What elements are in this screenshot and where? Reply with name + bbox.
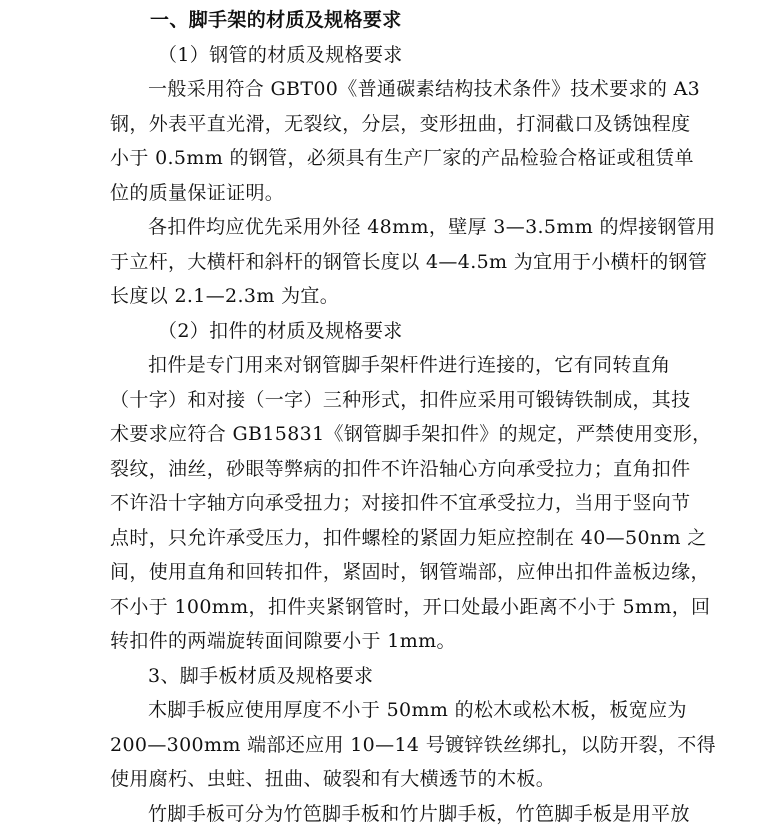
- paragraph-line: 不许沿十字轴方向承受扭力；对接扣件不宜承受拉力，当用于竖向节: [110, 492, 691, 514]
- paragraph-line: 间，使用直角和回转扣件，紧固时，钢管端部，应伸出扣件盖板边缘，: [110, 561, 710, 583]
- paragraph-line: 扣件是专门用来对钢管脚手架杆件进行连接的，它有同转直角: [148, 354, 671, 376]
- paragraph-line: （十字）和对接（一字）三种形式，扣件应采用可锻铸铁制成，其技: [110, 389, 691, 411]
- paragraph-line: 使用腐朽、虫蛀、扭曲、破裂和有大横透节的木板。: [110, 768, 556, 790]
- section-heading-1: 一、脚手架的材质及规格要求: [150, 9, 402, 31]
- paragraph-line: 位的质量保证证明。: [110, 182, 285, 204]
- paragraph-line: 转扣件的两端旋转面间隙要小于 1mm。: [110, 630, 456, 652]
- paragraph-line: 不小于 100mm，扣件夹紧钢管时，开口处最小距离不小于 5mm，回: [110, 596, 711, 618]
- paragraph-line: 一般采用符合 GBT00《普通碳素结构技术条件》技术要求的 A3: [148, 78, 701, 100]
- paragraph-line: 200—300mm 端部还应用 10—14 号镀锌铁丝绑扎，以防开裂，不得: [110, 734, 716, 756]
- paragraph-line: 小于 0.5mm 的钢管，必须具有生产厂家的产品检验合格证或租赁单: [110, 147, 694, 169]
- paragraph-line: 于立杆，大横杆和斜杆的钢管长度以 4—4.5m 为宜用于小横杆的钢管: [110, 251, 708, 273]
- paragraph-line: 裂纹，油丝，砂眼等弊病的扣件不许沿轴心方向承受拉力；直角扣件: [110, 458, 691, 480]
- paragraph-line: 竹脚手板可分为竹笆脚手板和竹片脚手板，竹笆脚手板是用平放: [148, 803, 690, 825]
- paragraph-line: 木脚手板应使用厚度不小于 50mm 的松木或松木板，板宽应为: [148, 699, 687, 721]
- paragraph-line: 钢，外表平直光滑，无裂纹，分层，变形扭曲，打洞截口及锈蚀程度: [110, 113, 691, 135]
- paragraph-line: 点时，只允许承受压力，扣件螺栓的紧固力矩应控制在 40—50nm 之: [110, 527, 707, 549]
- paragraph-line: 术要求应符合 GB15831《钢管脚手架扣件》的规定，严禁使用变形，: [110, 423, 712, 445]
- paragraph-line: 各扣件均应优先采用外径 48mm，壁厚 3—3.5mm 的焊接钢管用: [148, 216, 716, 238]
- subsection-heading-2: （2）扣件的材质及规格要求: [158, 320, 403, 342]
- section-heading-3: 3、脚手板材质及规格要求: [148, 665, 374, 687]
- subsection-heading-1: （1）钢管的材质及规格要求: [158, 44, 403, 66]
- paragraph-line: 长度以 2.1—2.3m 为宜。: [110, 285, 340, 307]
